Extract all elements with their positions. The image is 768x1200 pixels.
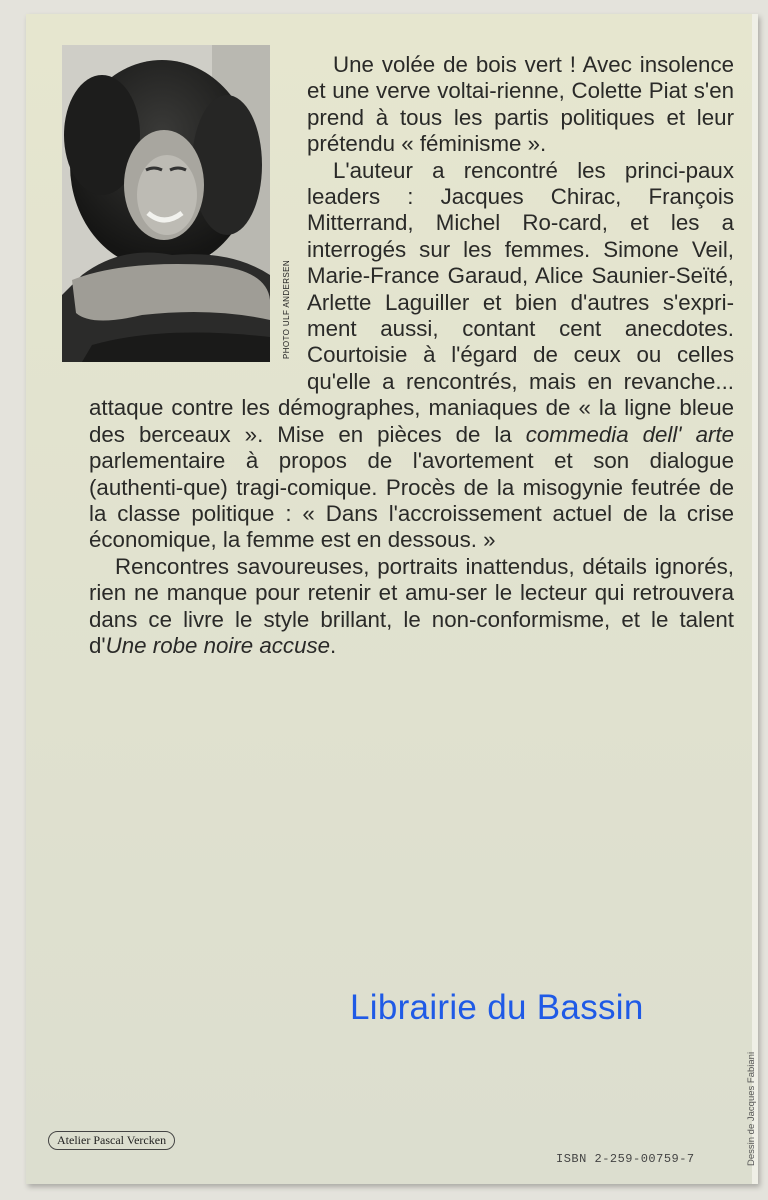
blurb-p3-text-a: Rencontres savoureuses, portraits inattendus, détails ignorés, rien ne manque pour retenir et amu-ser le lecteur qui retrouvera dans ce livre le style brillant, le non-conformisme, et le talent d' [89, 553, 734, 658]
blurb-p2-text-a: L'auteur a rencontré les princi-paux leaders : Jacques Chirac, François Mitterrand, Michel Ro-card, et les a interrogés sur les femmes. Simone Veil, Marie-France Garaud, Alice Saunier-Seïté, Arlette Laguiller et bien d'autres s'expri-ment aussi, contant cent anecdotes. Courtoisie à l'égard de ceux ou celles qu'elle a rencontrés, mais en revanche... attaque contre les démographes, maniaques de « la ligne bleue des berceaux ». Mise en pièces de la [89, 157, 734, 447]
blurb-p2-text-b: parlementaire à propos de l'avortement et son dialogue (authenti-que) tragi-comique. Procès de la misogynie feutrée de la classe politique : « Dans l'accroissement actuel de la crise économique, la femme est en dessous. » [89, 448, 734, 553]
photo-credit: PHOTO ULF ANDERSEN [282, 259, 291, 359]
publisher-mark: Atelier Pascal Vercken [48, 1131, 175, 1150]
blurb-p3-text-b: . [330, 632, 337, 658]
blurb-p2-italic: commedia dell' arte [525, 421, 734, 447]
blurb-p3-italic: Une robe noire accuse [105, 632, 331, 658]
isbn: ISBN 2-259-00759-7 [556, 1152, 695, 1166]
blurb-text [89, 52, 734, 659]
watermark: Librairie du Bassin [350, 988, 644, 1027]
blurb-p1-text: Une volée de bois vert ! Avec insolence et une verve voltai-rienne, Colette Piat s'en prend à tous les partis politiques et leur prétendu « féminisme ». [307, 52, 734, 157]
photo-wrap-space [89, 52, 307, 374]
blurb-paragraph-3 [89, 554, 734, 660]
designer-credit: Dessin de Jacques Fabiani [746, 1051, 757, 1166]
